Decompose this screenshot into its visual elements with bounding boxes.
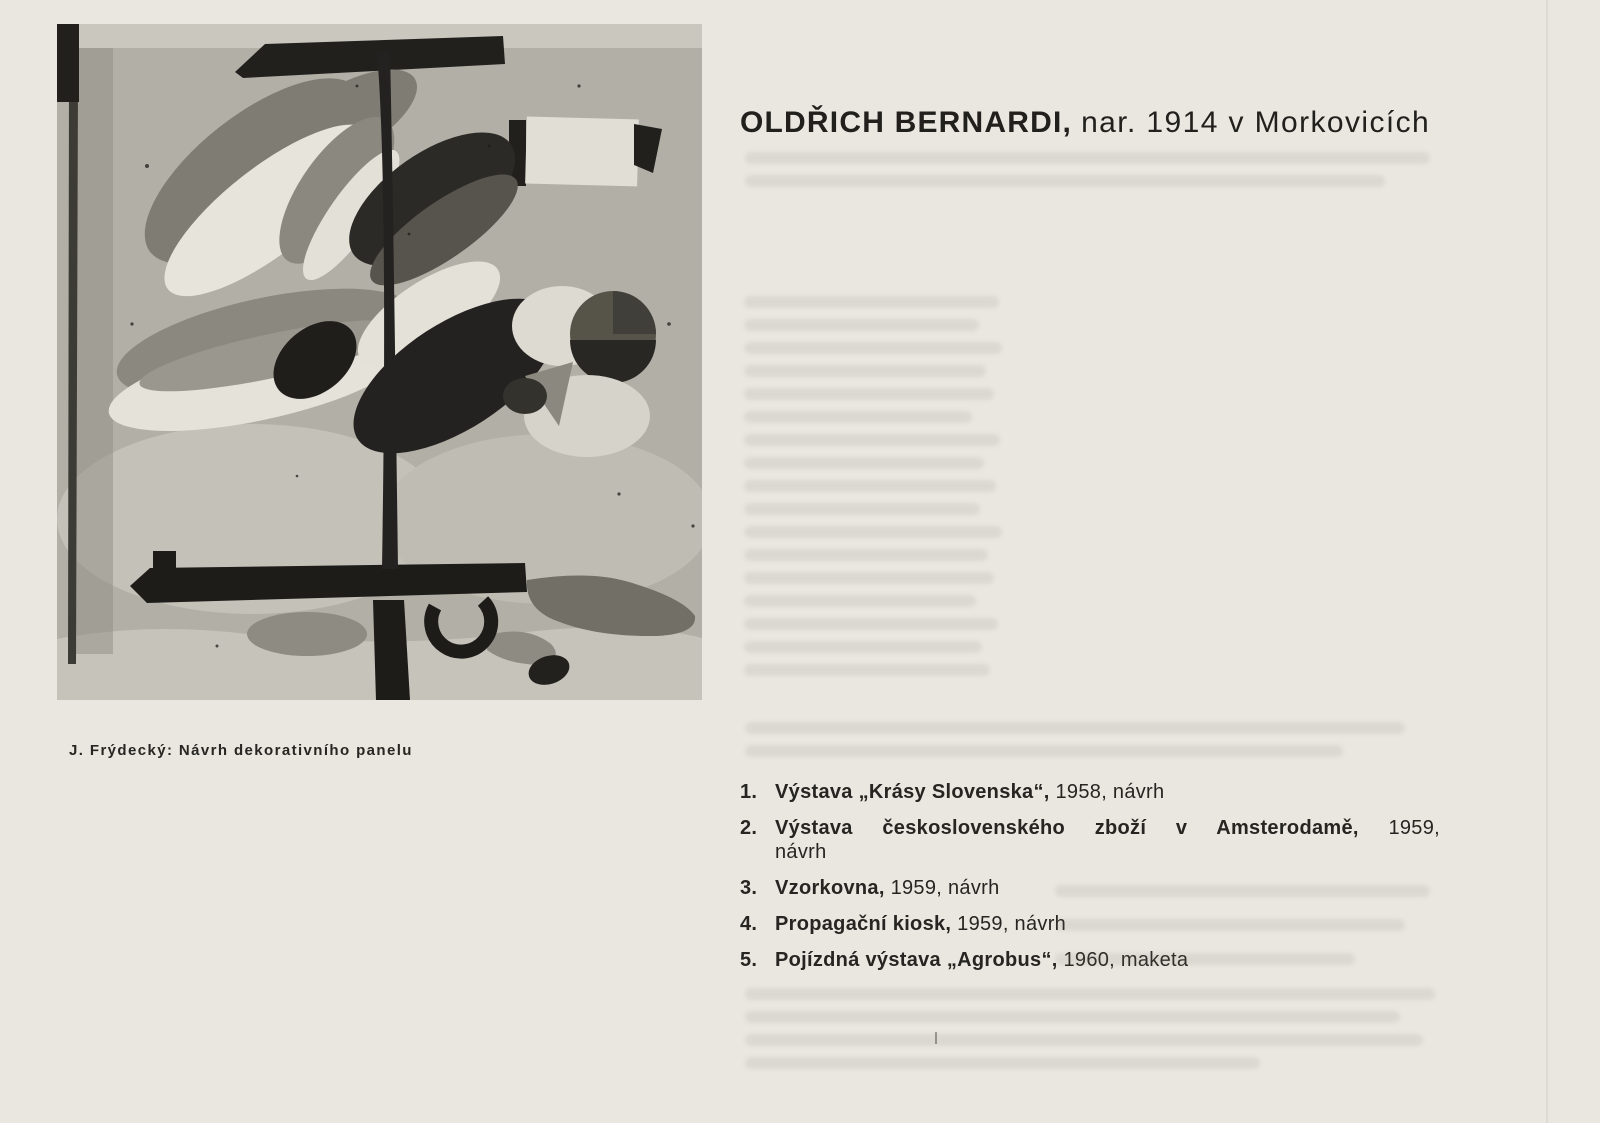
work-item xyxy=(740,816,1440,864)
biography-line xyxy=(1013,610,1436,633)
biography-line xyxy=(1013,564,1436,587)
biography-line xyxy=(1013,495,1436,518)
artwork-caption: J. Frýdecký: Návrh dekorativního panelu xyxy=(69,742,413,759)
work-title: Propagační kiosk, xyxy=(775,913,952,935)
biography-line xyxy=(1013,426,1436,449)
work-title: Výstava „Krásy Slovenska“, xyxy=(775,781,1050,803)
work-detail: 1960, maketa xyxy=(1063,949,1189,971)
print-mark xyxy=(935,1032,937,1044)
work-number: 2. xyxy=(740,817,758,839)
bleedthrough-smudge xyxy=(745,722,1405,768)
biography-line xyxy=(1013,357,1436,380)
work-item xyxy=(740,780,1440,804)
work-detail: 1959, návrh xyxy=(957,913,1067,935)
biography-line xyxy=(1013,449,1436,472)
biography-line xyxy=(1013,380,1436,403)
work-number: 5. xyxy=(740,949,758,971)
biography-line xyxy=(1013,311,1436,334)
work-number: 1. xyxy=(740,781,758,803)
bleedthrough-smudge xyxy=(745,988,1435,1080)
artist-birth-info: nar. 1914 v Morkovicích xyxy=(1081,106,1431,139)
artist-name: OLDŘICH BERNARDI, xyxy=(740,106,1073,139)
work-title: Výstava československého zboží v Amsterodamě, xyxy=(775,817,1359,839)
biography-line xyxy=(1013,334,1436,357)
biography-line xyxy=(1013,219,1436,242)
biography-line xyxy=(1013,633,1436,656)
scan-edge-shadow xyxy=(1546,0,1548,1123)
bleedthrough-smudge xyxy=(1055,885,1430,987)
biography-line xyxy=(1013,518,1436,541)
biography-line xyxy=(1013,587,1436,610)
biography-line xyxy=(1013,242,1436,265)
work-title: Pojízdná výstava „Agrobus“, xyxy=(775,949,1058,971)
work-detail: 1958, návrh xyxy=(1055,781,1165,803)
work-title: Vzorkovna, xyxy=(775,877,885,899)
biography-line xyxy=(1013,288,1436,311)
biography-line xyxy=(1013,403,1436,426)
biography-line xyxy=(1013,472,1436,495)
page-title xyxy=(740,106,1460,140)
biography-line xyxy=(1013,679,1436,702)
bleedthrough-smudge xyxy=(744,296,1002,687)
biography-line xyxy=(1013,656,1436,679)
biography-line xyxy=(1013,541,1436,564)
work-detail: 1959, návrh xyxy=(890,877,1000,899)
artwork-figure xyxy=(57,24,702,759)
biography-paragraph xyxy=(1013,196,1436,702)
artwork-image xyxy=(57,24,702,700)
work-detail: 1959, xyxy=(1388,817,1440,839)
work-text xyxy=(775,780,1440,804)
work-text xyxy=(775,816,1440,864)
biography-line xyxy=(1013,265,1436,288)
biography-line xyxy=(1013,196,1436,219)
work-number: 3. xyxy=(740,877,758,899)
bleedthrough-smudge xyxy=(745,152,1430,198)
work-number: 4. xyxy=(740,913,758,935)
work-detail-wrap: návrh xyxy=(775,841,827,863)
art-corner-black xyxy=(57,24,79,102)
